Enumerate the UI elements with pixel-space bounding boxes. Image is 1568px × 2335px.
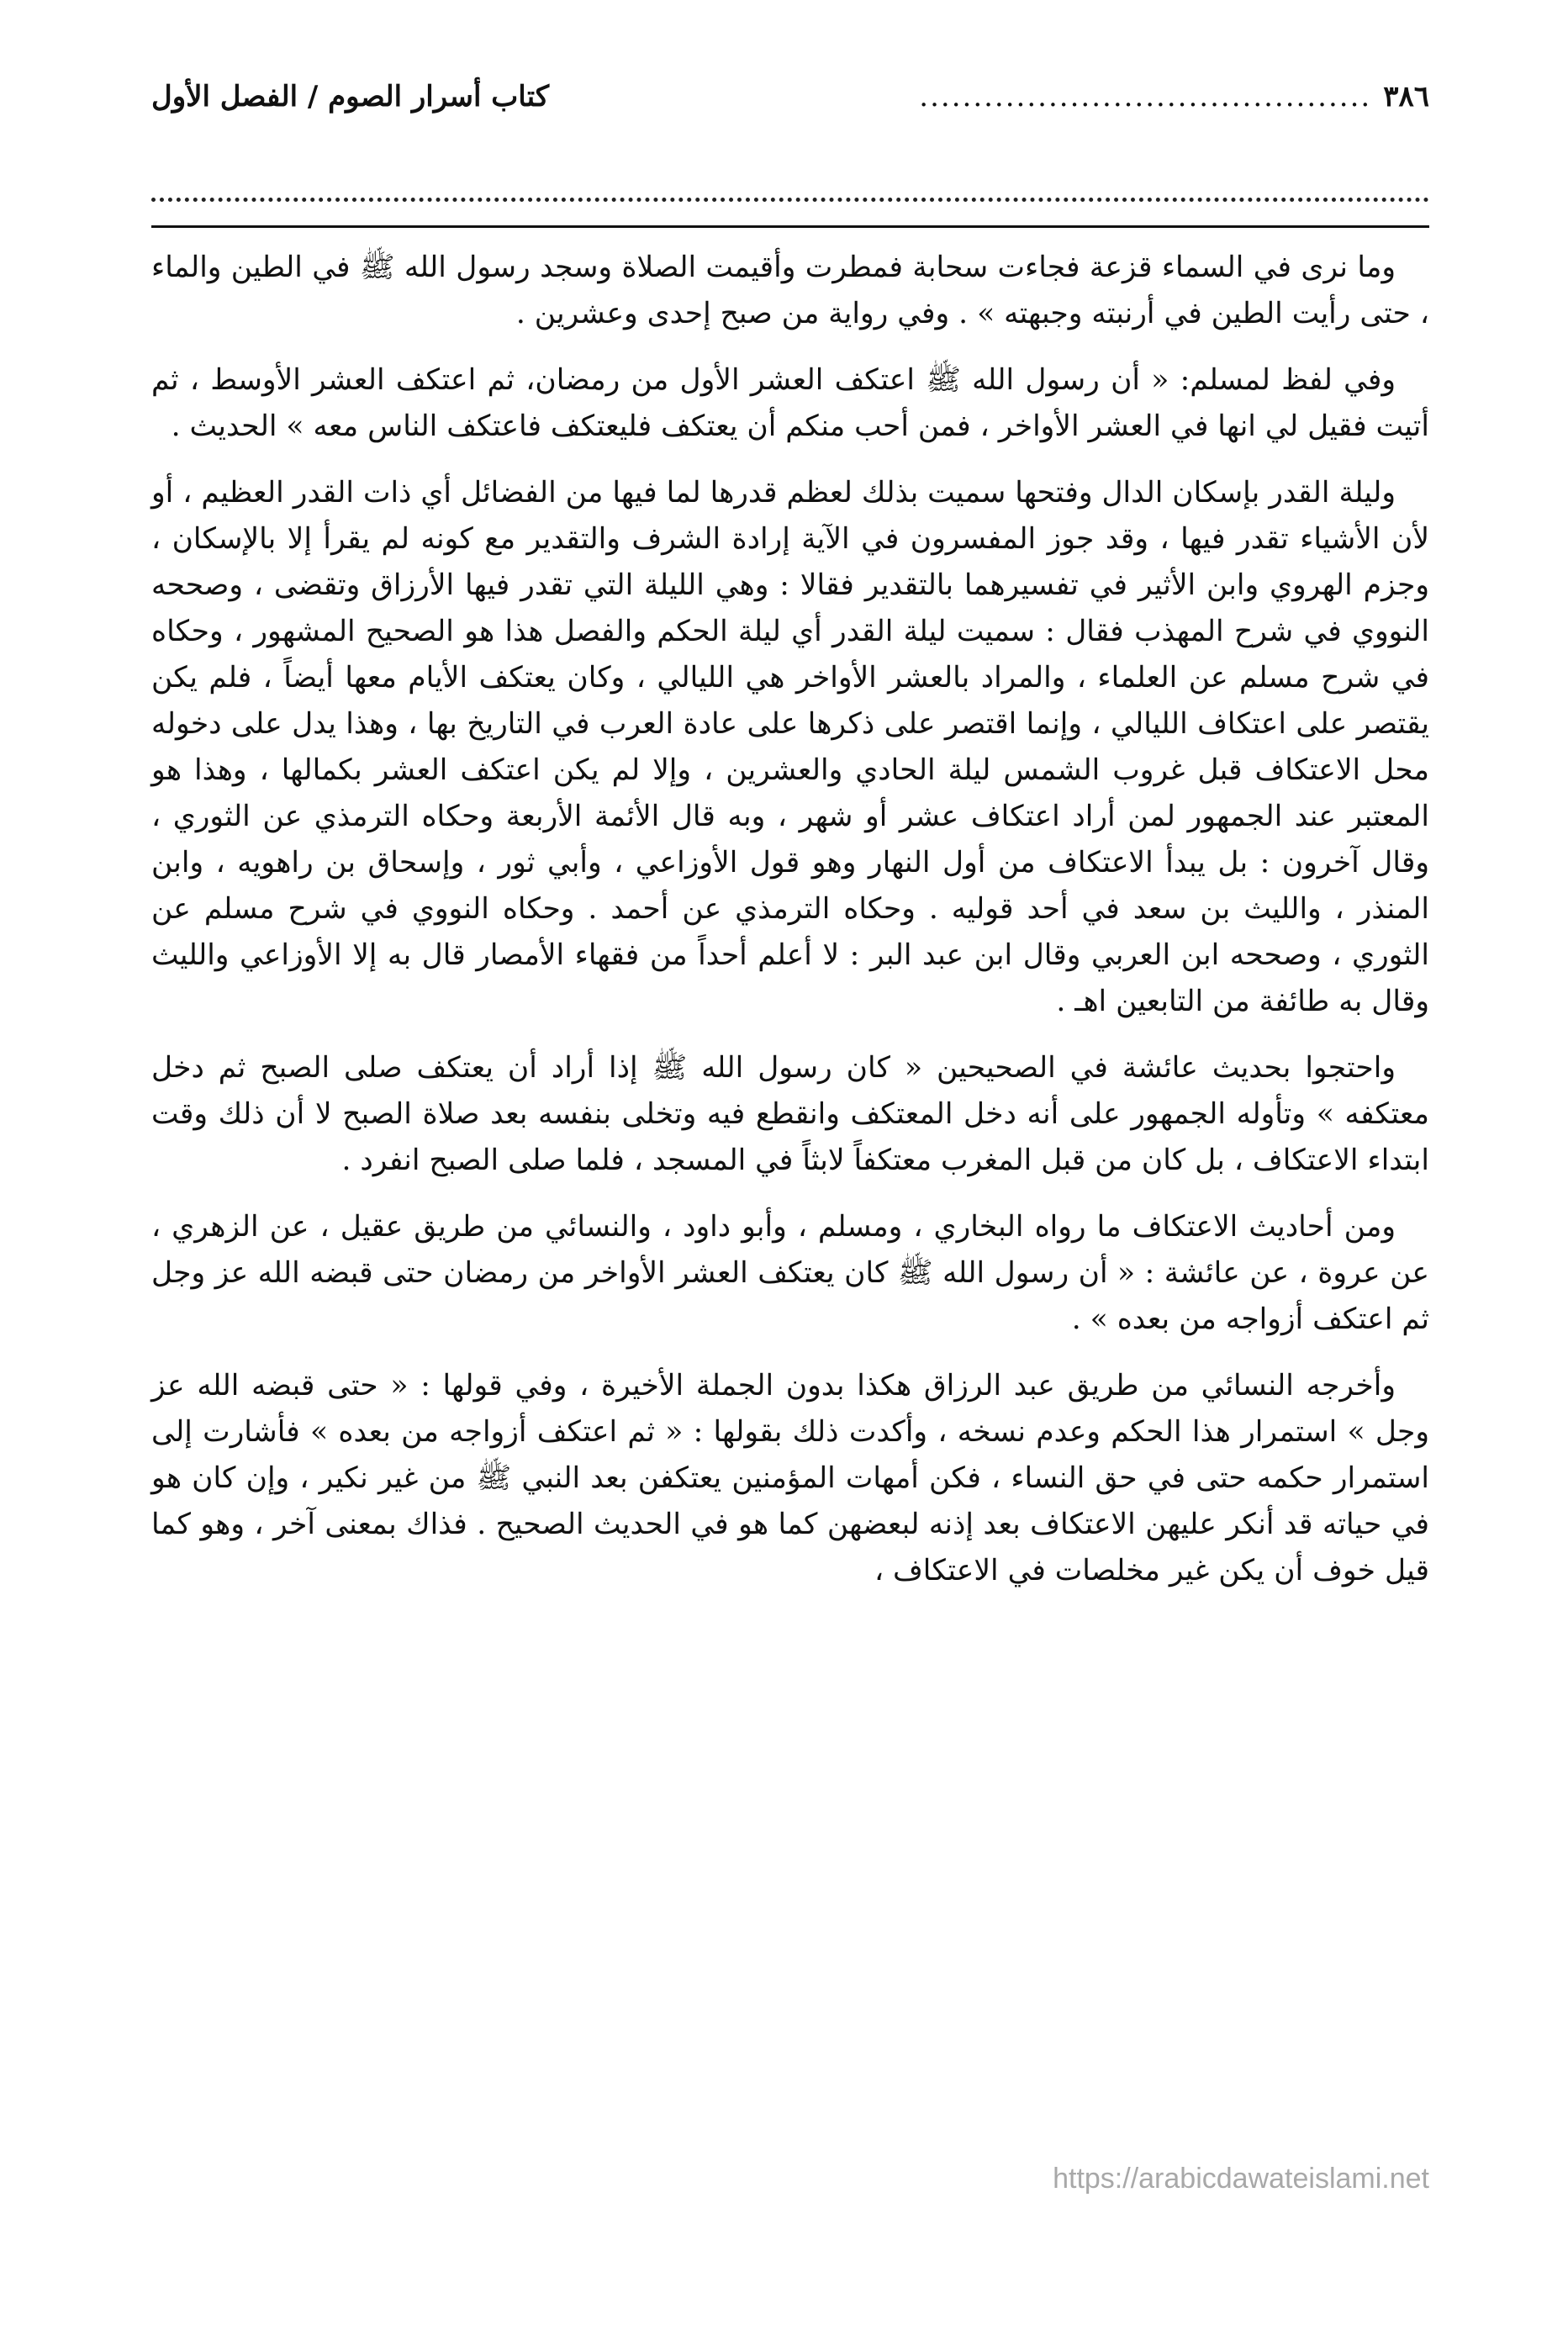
paragraph: وليلة القدر بإسكان الدال وفتحها سميت بذلك لعظم قدرها لما فيها من الفضائل أي ذات القدر العظيم ، أو لأن الأشياء تقدر فيها ، وقد جوز المفسرون في الآية إرادة الشرف والتقدير مع كونه لم يقرأ إلا بالإسكان ، وجزم الهروي وابن الأثير في تفسيرهما بالتقدير فقالا : وهي الليلة التي تقدر فيها الأرزاق وتقضى ، وصححه النووي في شرح المهذب فقال : سميت ليلة القدر أي ليلة الحكم والفصل هذا هو الصحيح المشهور ، وحكاه في شرح مسلم عن العلماء ، والمراد بالعشر الأواخر هي الليالي ، وكان يعتكف الأيام معها أيضاً ، فلم يكن يقتصر على اعتكاف الليالي ، وإنما اقتصر على ذكرها على عادة العرب في التاريخ بها ، وهذا يدل على دخوله محل الاعتكاف قبل غروب الشمس ليلة الحادي والعشرين ، وإلا لم يكن اعتكف العشر بكمالها ، وهذا هو المعتبر عند الجمهور لمن أراد اعتكاف عشر أو شهر ، وبه قال الأئمة الأربعة وحكاه الترمذي عن الثوري ، وقال آخرون : بل يبدأ الاعتكاف من أول النهار وهو قول الأوزاعي ، وأبي ثور ، وإسحاق بن راهويه ، وابن المنذر ، والليث بن سعد في أحد قوليه . وحكاه الترمذي عن أحمد . وحكاه النووي في شرح مسلم عن الثوري ، وصححه ابن العربي وقال ابن عبد البر : لا أعلم أحداً من فقهاء الأمصار قال به إلا الأوزاعي والليث وقال به طائفة من التابعين اهـ .: [151, 476, 1429, 1018]
header-dots: ..........................................: [919, 80, 1372, 114]
paragraph: وما نرى في السماء قزعة فجاءت سحابة فمطرت وأقيمت الصلاة وسجد رسول الله ﷺ في الطين والماء ، حتى رأيت الطين في أرنبته وجبهته » . وفي رواية من صبح إحدى وعشرين .: [151, 251, 1429, 330]
paragraph: واحتجوا بحديث عائشة في الصحيحين « كان رسول الله ﷺ إذا أراد أن يعتكف صلى الصبح ثم دخل معتكفه » وتأوله الجمهور على أنه دخل المعتكف وانقطع فيه وتخلى بنفسه بعد صلاة الصبح لا أن ذلك وقت ابتداء الاعتكاف ، بل كان من قبل المغرب معتكفاً لابثاً في المسجد ، فلما صلى الصبح انفرد .: [151, 1051, 1429, 1177]
page-number: ٣٨٦: [1383, 80, 1429, 114]
paragraph: وأخرجه النسائي من طريق عبد الرزاق هكذا بدون الجملة الأخيرة ، وفي قولها : « حتى قبضه الله عز وجل » استمرار هذا الحكم وعدم نسخه ، وأكدت ذلك بقولها : « ثم اعتكف أزواجه من بعده » فأشارت إلى استمرار حكمه حتى في حق النساء ، فكن أمهات المؤمنين يعتكفن بعد النبي ﷺ من غير نكير ، وإن كان هو في حياته قد أنكر عليهن الاعتكاف بعد إذنه لبعضهن كما هو في الحديث الصحيح . فذاك بمعنى آخر ، وهو كما قيل خوف أن يكن غير مخلصات في الاعتكاف ،: [151, 1369, 1429, 1587]
book-page: [151, 80, 1429, 1614]
dotted-separator: [151, 198, 1429, 210]
paragraph: ومن أحاديث الاعتكاف ما رواه البخاري ، ومسلم ، وأبو داود ، والنسائي من طريق عقيل ، عن الزهري ، عن عروة ، عن عائشة : « أن رسول الله ﷺ كان يعتكف العشر الأواخر من رمضان حتى قبضه الله عز وجل ثم اعتكف أزواجه من بعده » .: [151, 1210, 1429, 1336]
watermark-url: https://arabicdawateislami.net: [1053, 2163, 1429, 2195]
page-header: [151, 80, 1429, 139]
header-rule: [151, 225, 1429, 228]
body-text: [151, 245, 1429, 1594]
paragraph: وفي لفظ لمسلم: « أن رسول الله ﷺ اعتكف العشر الأول من رمضان، ثم اعتكف العشر الأوسط ، ثم أتيت فقيل لي انها في العشر الأواخر ، فمن أحب منكم أن يعتكف فليعتكف فاعتكف الناس معه » الحديث .: [151, 363, 1429, 443]
running-title: كتاب أسرار الصوم / الفصل الأول: [151, 80, 550, 114]
